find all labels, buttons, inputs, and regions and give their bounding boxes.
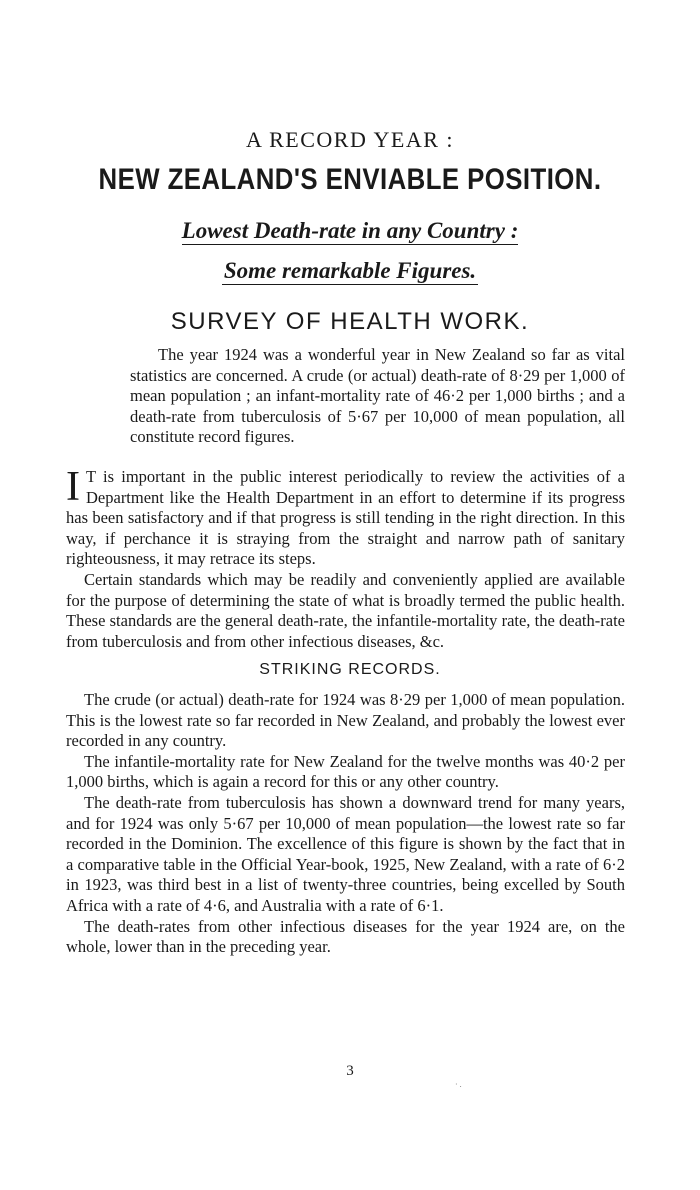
section-title: SURVEY OF HEALTH WORK. — [170, 308, 530, 335]
print-speck-decoration: · . — [455, 1080, 462, 1089]
paragraph-infantile-mortality: The infantile-mortality rate for New Zealand for the twelve months was 40·2 per 1,000 births, which is again a record for this or any other country. — [66, 751, 625, 792]
subtitle-1-text: Lowest Death-rate in any Country : — [181, 218, 519, 243]
main-headline: NEW ZEALAND'S ENVIABLE POSITION. — [98, 163, 602, 196]
striking-records-heading: STRIKING RECORDS. — [259, 661, 441, 678]
paragraph-review-text: T is important in the public interest periodically to review the activities of a Department like the Health Department in an effort to determine if its progress has been satisfactory and if that progress is still tending in the right direction. In this way, if perchance it is straying from the straight and narrow path of sanitary righteousness, it may retrace its steps. — [66, 467, 625, 569]
paragraph-infectious-diseases: The death-rates from other infectious diseases for the year 1924 are, on the whole, lower than in the preceding year. — [66, 916, 625, 957]
paragraph-review — [66, 464, 625, 570]
kicker-heading: A RECORD YEAR : — [245, 127, 455, 152]
intro-paragraph: The year 1924 was a wonderful year in New Zealand so far as vital statistics are concerned. A crude (or actual) death-rate of 8·29 per 1,000 of mean population ; an infant-mortality rate of 46·2 per 1,000 births ; and a death-rate from tuberculosis of 5·67 per 10,000 of mean population, all constitute record figures. — [130, 345, 625, 447]
paragraph-tuberculosis: The death-rate from tuberculosis has shown a downward trend for many years, and for 1924 was only 5·67 per 10,000 of mean population—the lowest rate so far recorded in the Dominion. The excellence of this figure is shown by the fact that in a comparative table in the Official Year-book, 1925, New Zealand, with a rate of 6·2 in 1923, was third best in a list of twenty-three countries, being excelled by South Africa with a rate of 4·6, and Australia with a rate of 6·1. — [66, 792, 625, 915]
subtitle-remarkable-figures — [0, 258, 700, 284]
drop-cap: I — [66, 464, 80, 510]
page-number: 3 — [346, 1063, 354, 1079]
subtitle-2-text: Some remarkable Figures. — [223, 258, 477, 283]
subtitle-lowest-death-rate — [0, 218, 700, 244]
body-section-2 — [66, 690, 625, 958]
body-section-1 — [66, 464, 625, 652]
paragraph-standards: Certain standards which may be readily and conveniently applied are available for the purpose of determining the state of what is broadly termed the public health. These standards are the general death-rate, the infantile-mortality rate, the death-rate from tuberculosis and from other infectious diseases, &c. — [66, 569, 625, 651]
paragraph-crude-death-rate: The crude (or actual) death-rate for 1924 was 8·29 per 1,000 of mean population. This is the lowest rate so far recorded in New Zealand, and probably the lowest ever recorded in any country. — [66, 690, 625, 751]
